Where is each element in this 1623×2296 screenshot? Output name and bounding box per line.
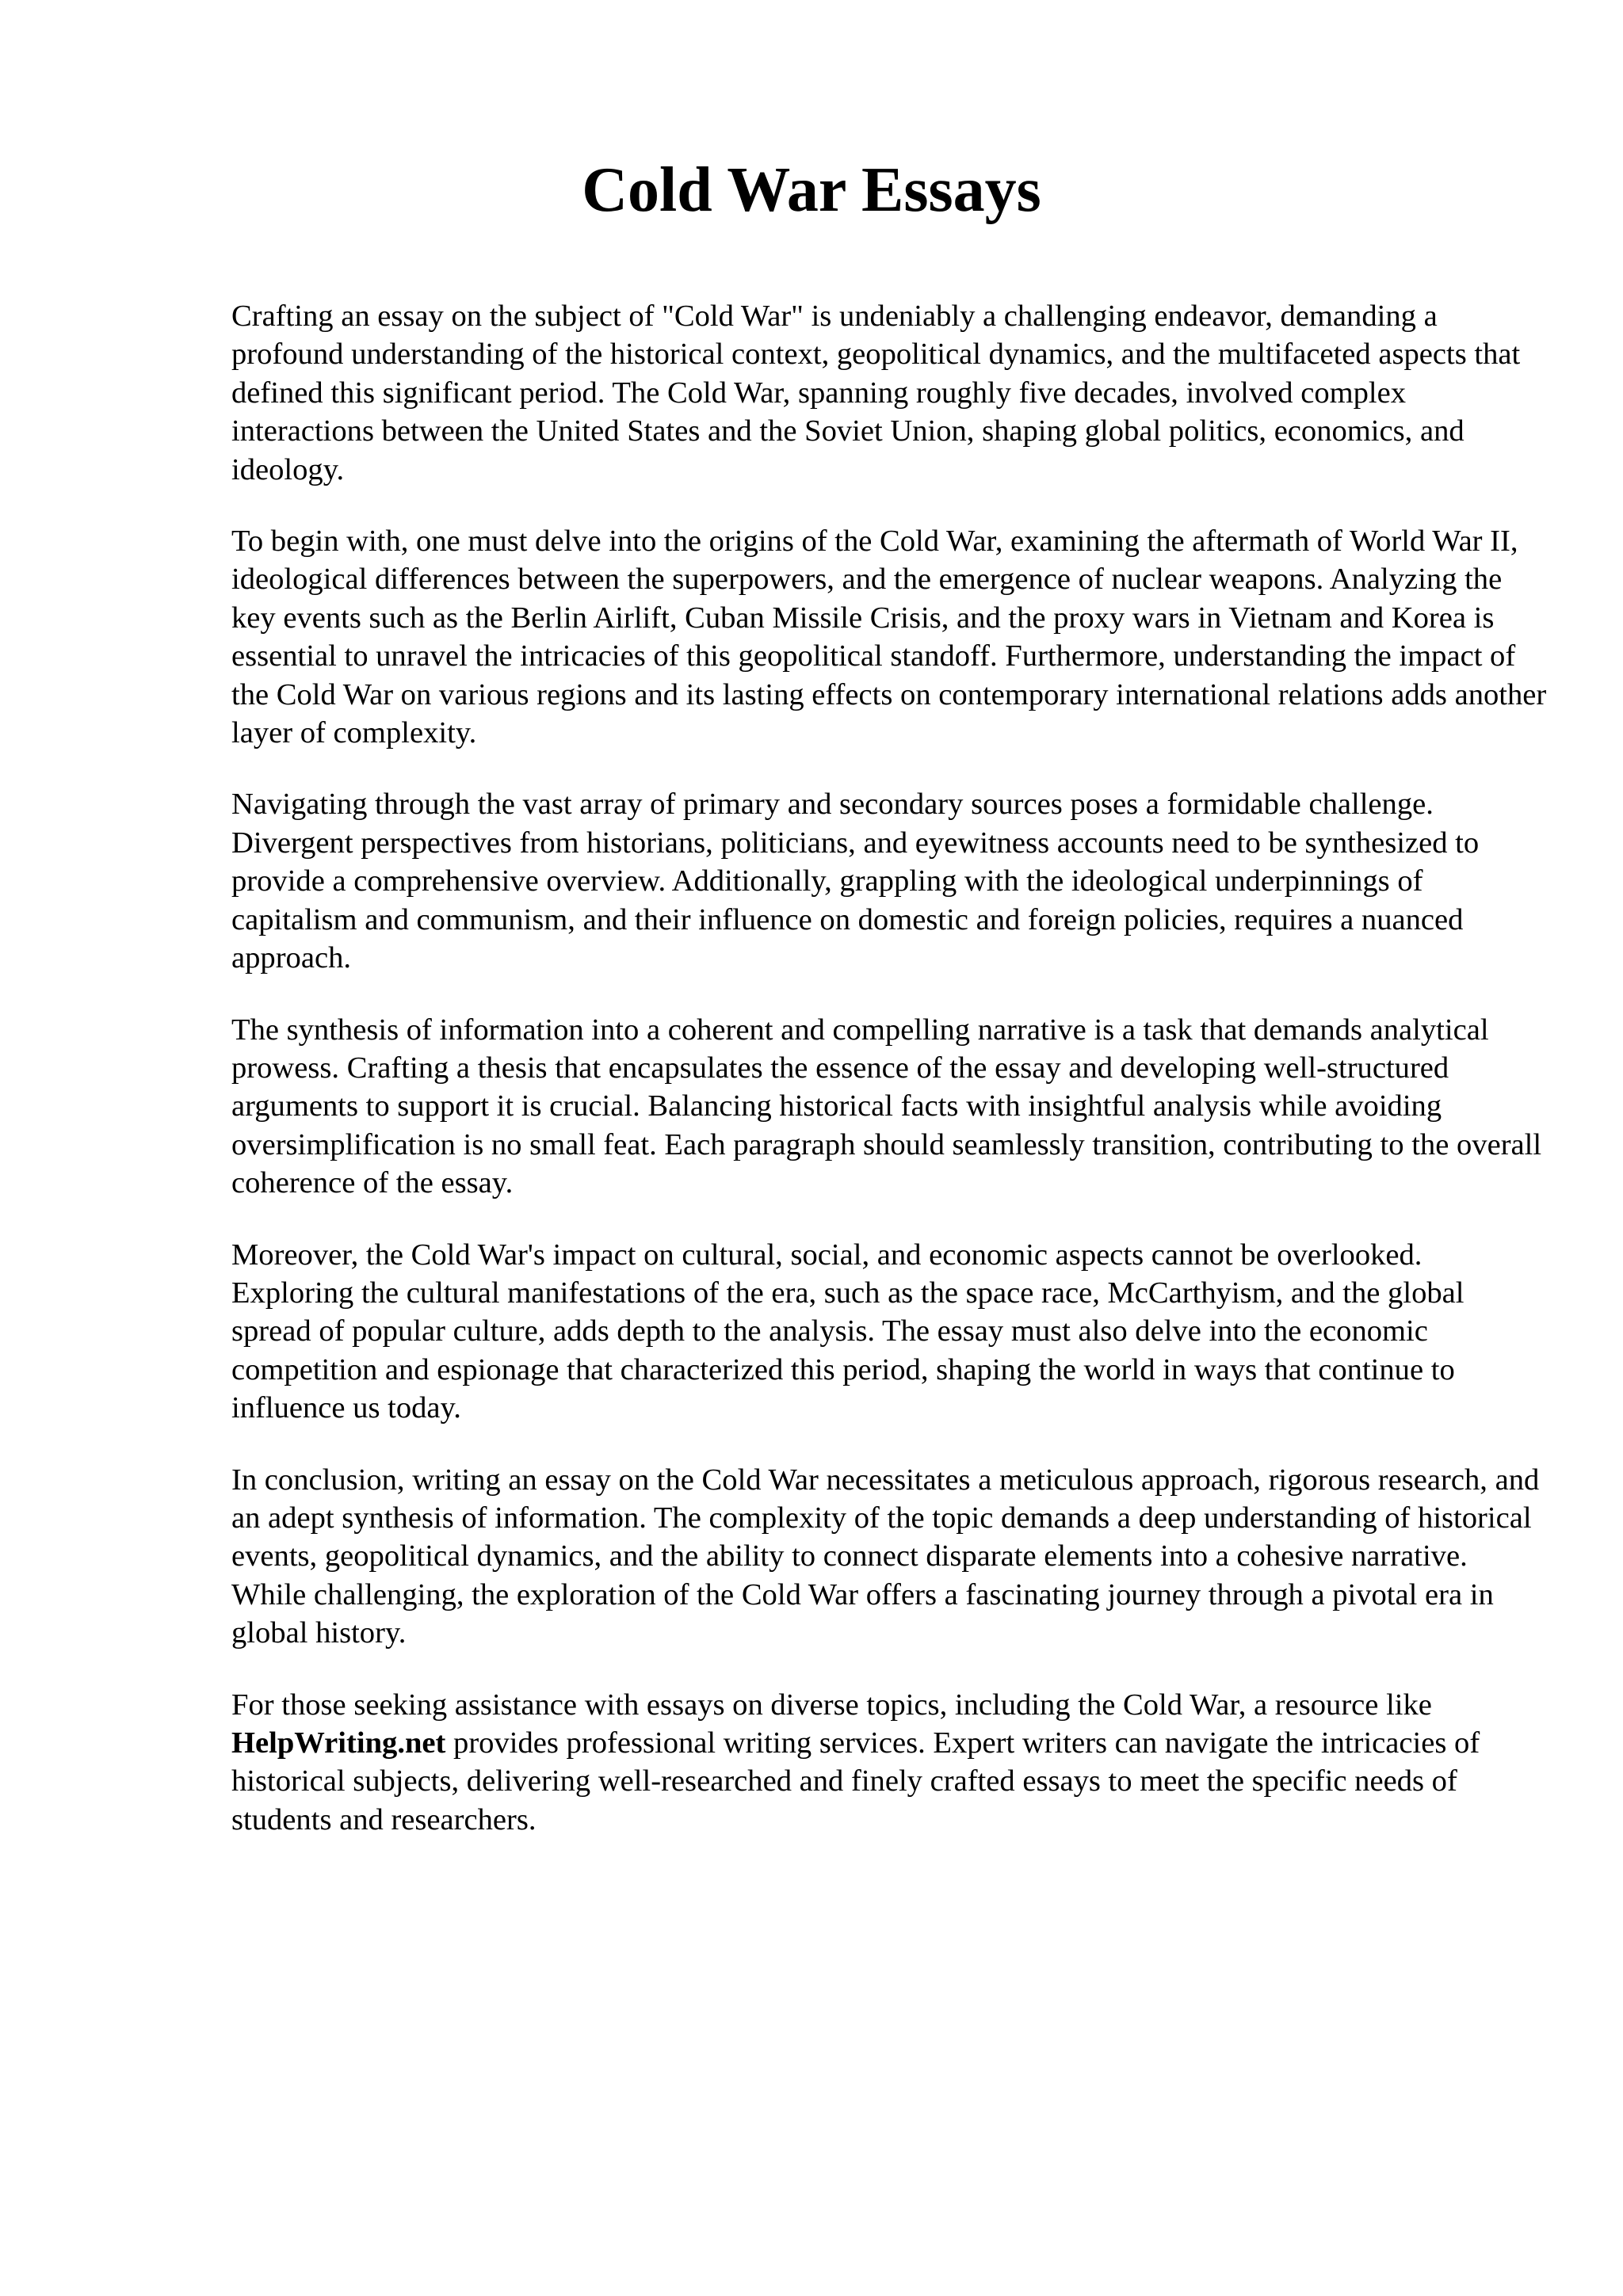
paragraph-sources: Navigating through the vast array of primary and secondary sources poses a formidable challenge. Divergent perspectives from historians, politicians, and eyewitness accounts need to be synthesized to provide a comprehensive overview. Additionally, grappling with the ideological underpinnings of capitalism and communism, and their influence on domestic and foreign policies, requires a nuanced approach.: [231, 788, 1480, 975]
paragraph-closing: [231, 1686, 1547, 1840]
paragraph-synthesis: The synthesis of information into a coherent and compelling narrative is a task that demands analytical prowess. Crafting a thesis that encapsulates the essence of the essay and developing well-structured arguments to support it is crucial. Balancing historical facts with insightful analysis while avoiding oversimplification is no small feat. Each paragraph should seamlessly transition, contributing to the overall coherence of the essay.: [231, 1013, 1542, 1200]
closing-text-after: provides professional writing services. Expert writers can navigate the intricacies of historical subjects, delivering well-researched and finely crafted essays to meet the specific needs of students and researchers.: [231, 1726, 1480, 1836]
paragraph-conclusion: In conclusion, writing an essay on the Cold War necessitates a meticulous approach, rigorous research, and an adept synthesis of information. The complexity of the topic demands a deep understanding of historical events, geopolitical dynamics, and the ability to connect disparate elements into a cohesive narrative. While challenging, the exploration of the Cold War offers a fascinating journey through a pivotal era in global history.: [231, 1463, 1540, 1650]
brand-name: HelpWriting.net: [231, 1726, 446, 1760]
page-title: Cold War Essays: [582, 155, 1041, 225]
closing-text-before: For those seeking assistance with essays on diverse topics, including the Cold War, a resource like: [231, 1688, 1432, 1722]
paragraph-cultural-impact: Moreover, the Cold War's impact on cultural, social, and economic aspects cannot be overlooked. Exploring the cultural manifestations of the era, such as the space race, McCarthyism, and the global spread of popular culture, adds depth to the analysis. The essay must also delve into the economic competition and espionage that characterized this period, shaping the world in ways that continue to influence us today.: [231, 1238, 1465, 1425]
essay-body: [231, 297, 1547, 1872]
paragraph-intro: Crafting an essay on the subject of "Cold War" is undeniably a challenging endeavor, demanding a profound understanding of the historical context, geopolitical dynamics, and the multifaceted aspects that defined this significant period. The Cold War, spanning roughly five decades, involved complex interactions between the United States and the Soviet Union, shaping global politics, economics, and ideology.: [231, 299, 1521, 486]
paragraph-origins: To begin with, one must delve into the origins of the Cold War, examining the aftermath of World War II, ideological differences between the superpowers, and the emergence of nuclear weapons. Analyzing the key events such as the Berlin Airlift, Cuban Missile Crisis, and the proxy wars in Vietnam and Korea is essential to unravel the intricacies of this geopolitical standoff. Furthermore, understanding the impact of the Cold War on various regions and its lasting effects on contemporary international relations adds another layer of complexity.: [231, 524, 1547, 750]
